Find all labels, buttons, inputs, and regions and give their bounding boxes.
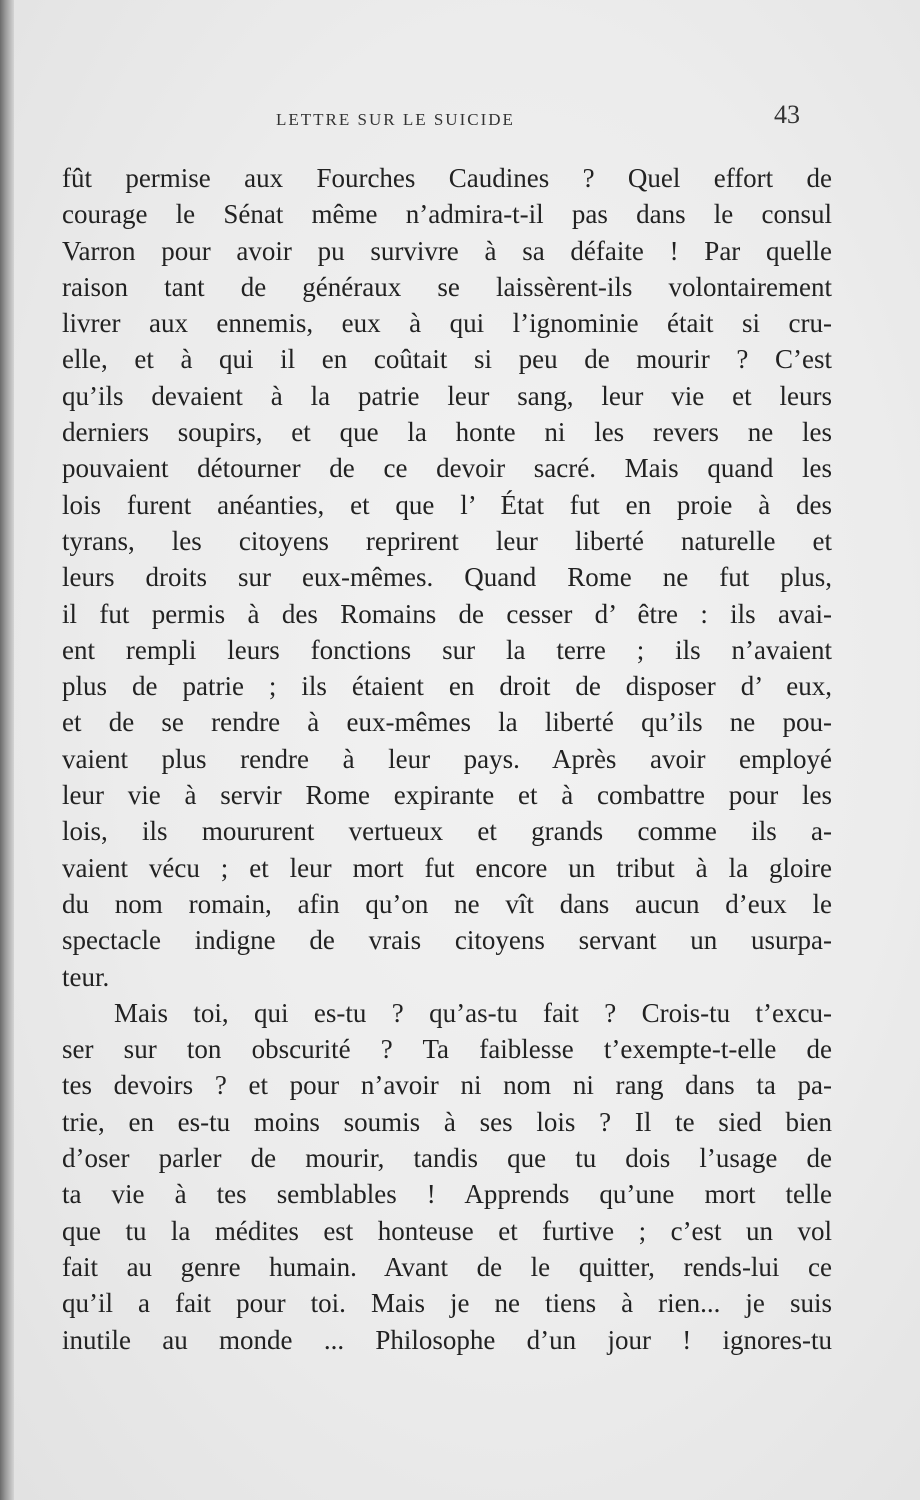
text-line: vaient plus rendre à leur pays. Après avoir employé xyxy=(62,743,832,774)
text-line: qu’ils devaient à la patrie leur sang, leur vie et leurs xyxy=(62,380,832,411)
text-line: Varron pour avoir pu survivre à sa défaite ! Par quelle xyxy=(62,235,832,266)
text-line: elle, et à qui il en coûtait si peu de mourir ? C’est xyxy=(62,344,832,375)
text-line: livrer aux ennemis, eux à qui l’ignominie était si cru- xyxy=(62,308,832,339)
text-line: fût permise aux Fourches Caudines ? Quel effort de xyxy=(62,163,832,193)
text-line: teur. xyxy=(62,961,110,992)
text-line: spectacle indigne de vrais citoyens servant un usurpa- xyxy=(62,925,832,956)
text-line: tyrans, les citoyens reprirent leur liberté naturelle et xyxy=(62,525,832,556)
text-line: Mais toi, qui es-tu ? qu’as-tu fait ? Crois-tu t’excu- xyxy=(114,997,832,1028)
text-line: fait au genre humain. Avant de le quitter, rends-lui ce xyxy=(62,1251,832,1282)
page-number: 43 xyxy=(774,100,800,129)
text-line: pouvaient détourner de ce devoir sacré. Mais quand les xyxy=(62,453,832,484)
text-line: lois, ils moururent vertueux et grands comme ils a- xyxy=(62,816,832,847)
book-spine-shadow xyxy=(0,0,14,1500)
body-text xyxy=(62,160,832,1358)
text-line: vaient vécu ; et leur mort fut encore un tribut à la gloire xyxy=(62,852,832,883)
text-line: trie, en es-tu moins soumis à ses lois ? Il te sied bien xyxy=(62,1106,832,1137)
book-page xyxy=(14,0,920,1500)
text-line: ser sur ton obscurité ? Ta faiblesse t’exempte-t-elle de xyxy=(62,1034,832,1065)
text-line: et de se rendre à eux-mêmes la liberté qu’ils ne pou- xyxy=(62,707,832,738)
text-line: lois furent anéanties, et que l’ État fut en proie à des xyxy=(62,489,832,520)
text-line: derniers soupirs, et que la honte ni les revers ne les xyxy=(62,417,832,448)
text-line: plus de patrie ; ils étaient en droit de disposer d’ eux, xyxy=(62,671,832,702)
text-line: d’oser parler de mourir, tandis que tu dois l’usage de xyxy=(62,1143,832,1174)
text-line: leurs droits sur eux-mêmes. Quand Rome ne fut plus, xyxy=(62,562,832,593)
text-line: du nom romain, afin qu’on ne vît dans aucun d’eux le xyxy=(62,888,832,919)
text-line: raison tant de généraux se laissèrent-ils volontairement xyxy=(62,271,832,302)
text-line: ta vie à tes semblables ! Apprends qu’une mort telle xyxy=(62,1179,832,1210)
text-line: courage le Sénat même n’admira-t-il pas dans le consul xyxy=(62,199,832,230)
text-line: que tu la médites est honteuse et furtive ; c’est un vol xyxy=(62,1215,832,1246)
text-line: il fut permis à des Romains de cesser d’ être : ils avai- xyxy=(62,598,832,629)
text-line: qu’il a fait pour toi. Mais je ne tiens à rien... je suis xyxy=(62,1288,832,1319)
text-line: inutile au monde ... Philosophe d’un jour ! ignores-tu xyxy=(62,1324,832,1355)
running-head: LETTRE SUR LE SUICIDE xyxy=(276,110,515,129)
text-line: leur vie à servir Rome expirante et à combattre pour les xyxy=(62,780,832,811)
text-line: ent rempli leurs fonctions sur la terre ; ils n’avaient xyxy=(62,634,832,665)
text-line: tes devoirs ? et pour n’avoir ni nom ni rang dans ta pa- xyxy=(62,1070,832,1101)
